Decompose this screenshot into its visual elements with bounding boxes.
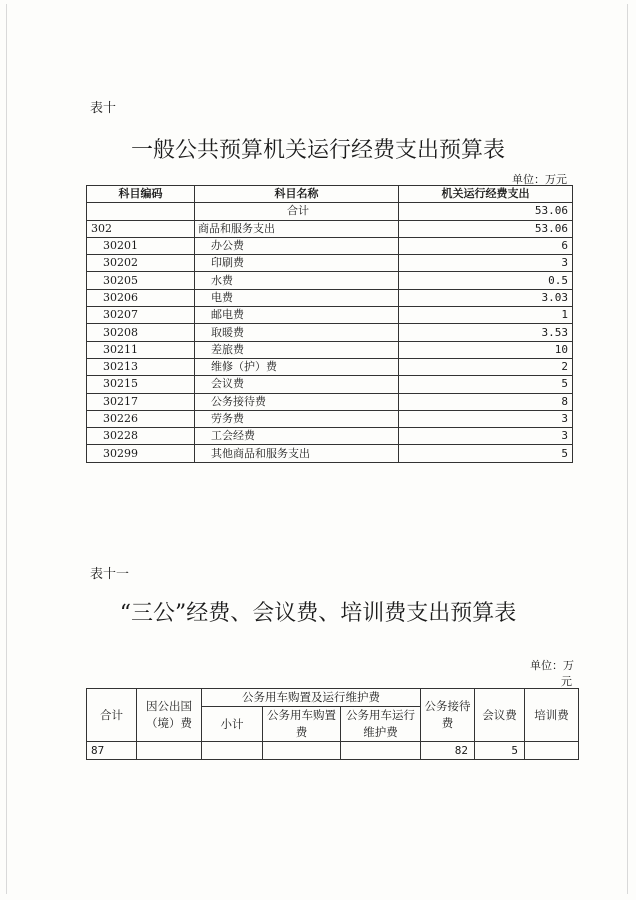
row-name: 公务接待费	[195, 393, 399, 410]
row-code: 30208	[87, 324, 195, 341]
row-name: 商品和服务支出	[195, 220, 399, 237]
header-training: 培训费	[525, 689, 579, 742]
row-name: 电费	[195, 289, 399, 306]
row-code: 30217	[87, 393, 195, 410]
table-row	[87, 410, 573, 427]
table2-label: 表十一	[90, 567, 130, 582]
total-amount: 53.06	[399, 203, 573, 220]
table-row	[87, 428, 573, 445]
row-code: 30206	[87, 289, 195, 306]
table2-title: “三公”经费、会议费、培训费支出预算表	[119, 601, 517, 626]
row-name: 其他商品和服务支出	[195, 445, 399, 462]
header-abroad: 因公出国（境）费	[137, 689, 202, 742]
header-vehicle-group: 公务用车购置及运行维护费	[202, 689, 421, 707]
table-header-row	[87, 186, 573, 203]
row-code: 30299	[87, 445, 195, 462]
row-code: 30228	[87, 428, 195, 445]
row-name: 取暖费	[195, 324, 399, 341]
row-amount: 5	[399, 445, 573, 462]
value-reception: 82	[421, 742, 475, 760]
table-row	[87, 289, 573, 306]
row-amount: 0.5	[399, 272, 573, 289]
row-amount: 3.53	[399, 324, 573, 341]
value-meeting: 5	[475, 742, 525, 760]
table-row	[87, 307, 573, 324]
header-reception: 公务接待费	[421, 689, 475, 742]
three-costs-table	[86, 688, 579, 760]
row-amount: 10	[399, 341, 573, 358]
row-code: 30213	[87, 358, 195, 375]
value-vehicle-purchase	[263, 742, 341, 760]
header-name: 科目名称	[195, 186, 399, 203]
header-meeting: 会议费	[475, 689, 525, 742]
row-code: 30202	[87, 255, 195, 272]
table-row	[87, 272, 573, 289]
row-amount: 3	[399, 255, 573, 272]
row-amount: 2	[399, 358, 573, 375]
table2-unit-line2: 元	[561, 675, 572, 688]
row-code: 30226	[87, 410, 195, 427]
row-amount: 6	[399, 237, 573, 254]
row-code: 302	[87, 220, 195, 237]
row-name: 工会经费	[195, 428, 399, 445]
row-amount: 3	[399, 428, 573, 445]
table1-unit: 单位：万元	[512, 173, 567, 186]
row-name: 差旅费	[195, 341, 399, 358]
header-total: 合计	[87, 689, 137, 742]
table-row	[87, 376, 573, 393]
row-amount: 1	[399, 307, 573, 324]
table-row	[87, 255, 573, 272]
row-name: 邮电费	[195, 307, 399, 324]
row-amount: 8	[399, 393, 573, 410]
total-row	[87, 203, 573, 220]
header-code: 科目编码	[87, 186, 195, 203]
table2-unit-line1: 单位：万	[530, 659, 574, 672]
header-subtotal: 小计	[202, 707, 263, 742]
value-total: 87	[87, 742, 137, 760]
row-code: 30201	[87, 237, 195, 254]
budget-table	[86, 185, 573, 463]
header-vehicle-purchase: 公务用车购置费	[263, 707, 341, 742]
table-row	[87, 237, 573, 254]
row-amount: 3.03	[399, 289, 573, 306]
row-name: 会议费	[195, 376, 399, 393]
row-name: 劳务费	[195, 410, 399, 427]
table1-title: 一般公共预算机关运行经费支出预算表	[130, 138, 505, 163]
row-amount: 53.06	[399, 220, 573, 237]
values-row	[87, 742, 579, 760]
table-row	[87, 324, 573, 341]
value-vehicle-maintain	[341, 742, 421, 760]
row-name: 维修（护）费	[195, 358, 399, 375]
table-row	[87, 341, 573, 358]
row-name: 印刷费	[195, 255, 399, 272]
table-row	[87, 445, 573, 462]
row-name: 水费	[195, 272, 399, 289]
total-label: 合计	[195, 203, 399, 220]
table1-label: 表十	[90, 101, 117, 116]
table-row	[87, 220, 573, 237]
table-row	[87, 393, 573, 410]
row-code: 30215	[87, 376, 195, 393]
table-row	[87, 358, 573, 375]
header-vehicle-maintain: 公务用车运行维护费	[341, 707, 421, 742]
row-code: 30205	[87, 272, 195, 289]
row-amount: 3	[399, 410, 573, 427]
row-name: 办公费	[195, 237, 399, 254]
row-code: 30211	[87, 341, 195, 358]
row-amount: 5	[399, 376, 573, 393]
row-code: 30207	[87, 307, 195, 324]
value-subtotal	[202, 742, 263, 760]
value-training	[525, 742, 579, 760]
value-abroad	[137, 742, 202, 760]
total-code	[87, 203, 195, 220]
header-amount: 机关运行经费支出	[399, 186, 573, 203]
